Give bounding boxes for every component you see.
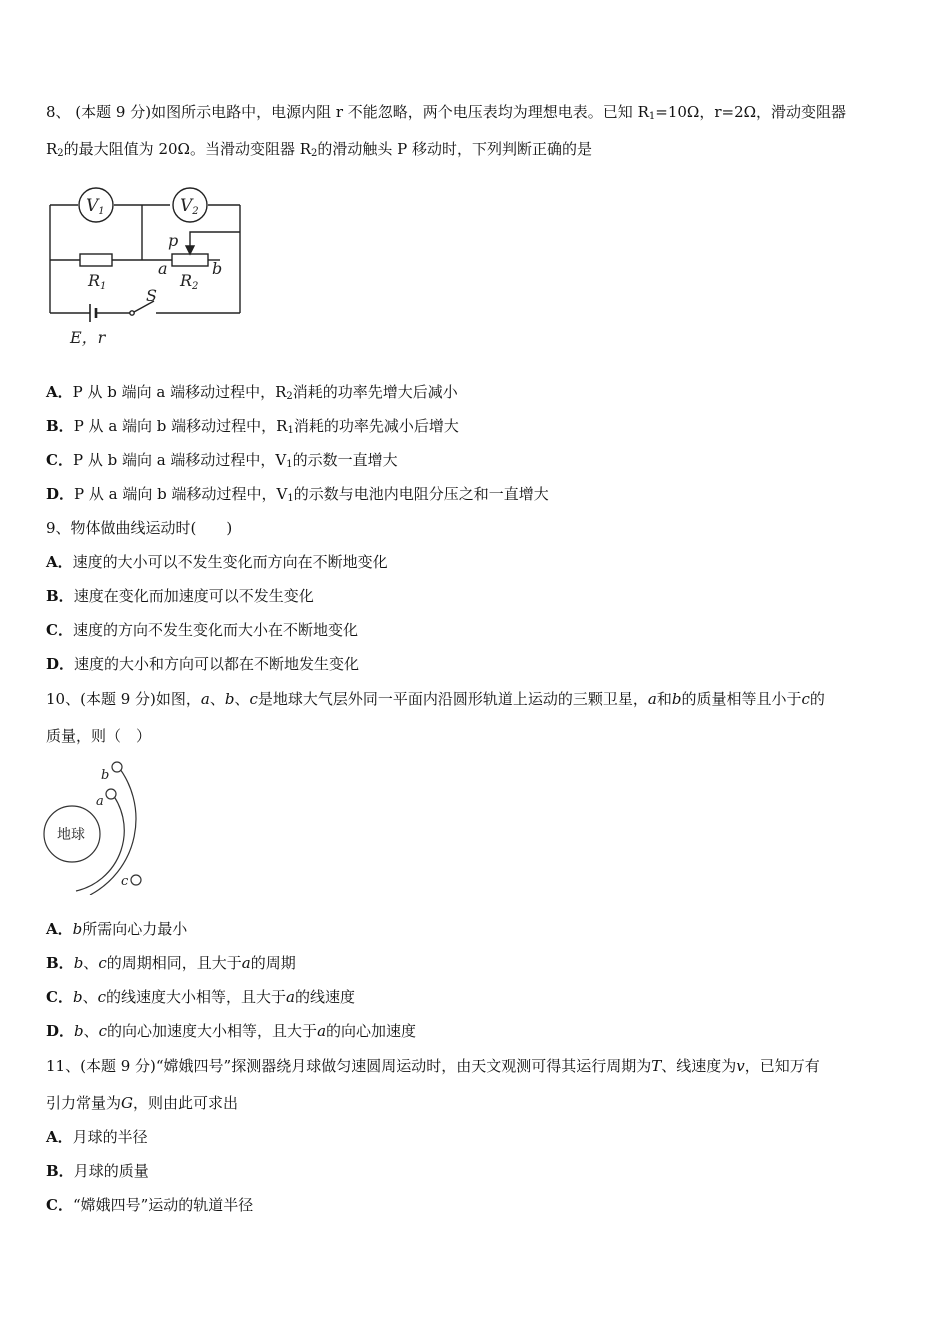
slider-arrow <box>186 246 194 254</box>
option-text: 速度在变化而加速度可以不发生变化 <box>73 587 314 605</box>
p-label: p <box>168 231 179 250</box>
q9-option-d[interactable] <box>46 654 359 674</box>
option-text: 月球的半径 <box>72 1128 148 1146</box>
option-text <box>74 954 296 972</box>
option-label: D． <box>46 655 75 673</box>
var-a: a <box>200 690 210 708</box>
option-text <box>73 920 188 938</box>
c-label: c <box>121 874 129 889</box>
q11-stem-line2 <box>46 1093 238 1113</box>
orbit-diagram <box>40 755 170 895</box>
option-text: 速度的大小和方向可以都在不断地发生变化 <box>74 655 360 673</box>
q8-option-a[interactable] <box>46 382 458 407</box>
option-label: C． <box>46 988 73 1006</box>
q11-option-a[interactable] <box>46 1127 148 1147</box>
r2-label: R2 <box>180 271 199 292</box>
q10-stem-line2: 质量，则（ ） <box>46 727 152 745</box>
option-text-part: 的线速度 <box>294 988 355 1006</box>
v1-label: V1 <box>86 196 105 217</box>
q10-text: 、 <box>209 690 225 708</box>
option-text-part: 的向心加速度 <box>326 1022 417 1040</box>
q10-text: 的 <box>809 690 825 708</box>
subscript: 1 <box>286 459 293 470</box>
option-text: P 从 b 端向 a 端移动过程中，V <box>72 451 287 469</box>
b-label: b <box>101 768 110 783</box>
option-variable: a <box>317 1022 327 1040</box>
option-label: C． <box>46 1196 73 1214</box>
q8-text: 的最大阻值为 20Ω。当滑动变阻器 R <box>63 140 312 158</box>
option-text-part: 的向心加速度大小相等，且大于 <box>107 1022 318 1040</box>
q8-option-c[interactable] <box>46 450 398 475</box>
option-text: P 从 b 端向 a 端移动过程中，R <box>72 383 287 401</box>
option-label: D． <box>46 1022 75 1040</box>
q11-text: 11、(本题 9 分)“嫦娥四号”探测器绕月球做匀速圆周运动时，由天文观测可得其运行周期为 <box>46 1057 652 1075</box>
q10-stem-line1 <box>46 689 825 709</box>
var-t: T <box>651 1057 662 1075</box>
q10-text: 是地球大气层外同一平面内沿圆形轨道上运动的三颗卫星， <box>257 690 648 708</box>
outer-orbit <box>90 765 136 895</box>
q11-stem-line1 <box>46 1056 820 1076</box>
option-variable: b <box>73 954 84 972</box>
var-c: c <box>801 690 810 708</box>
option-variable: b <box>72 920 83 938</box>
option-label: B． <box>46 587 74 605</box>
q8-option-b[interactable] <box>46 416 459 441</box>
option-label: B． <box>46 1162 74 1180</box>
subscript: 1 <box>287 425 294 436</box>
option-label: C． <box>46 621 73 639</box>
option-variable: a <box>286 988 295 1006</box>
q10-option-c[interactable] <box>46 987 355 1007</box>
option-label: B． <box>46 954 74 972</box>
circuit-diagram <box>40 180 260 352</box>
option-label: A． <box>46 383 73 401</box>
option-label: A． <box>46 1128 73 1146</box>
option-text: 的示数与电池内电阻分压之和一直增大 <box>293 485 549 503</box>
er-label: E，r <box>70 328 106 347</box>
q11-option-c[interactable] <box>46 1195 253 1215</box>
option-text: 月球的质量 <box>73 1162 149 1180</box>
option-variable: c <box>97 988 106 1006</box>
q8-stem-line1 <box>46 102 846 127</box>
satellite-c <box>131 875 141 885</box>
q9-option-a[interactable] <box>46 552 388 572</box>
option-text: P 从 a 端向 b 端移动过程中，R <box>73 417 288 435</box>
option-variable: b <box>72 988 83 1006</box>
option-text-part: 、 <box>82 988 98 1006</box>
option-text: P 从 a 端向 b 端移动过程中，V <box>74 485 288 503</box>
subscript: 2 <box>286 391 293 402</box>
option-label: C． <box>46 451 73 469</box>
b-label: b <box>212 259 223 278</box>
var-v: v <box>736 1057 745 1075</box>
option-label: B． <box>46 417 74 435</box>
r1-label: R1 <box>88 271 107 292</box>
q8-text: 的滑动触头 P 移动时，下列判断正确的是 <box>317 140 593 158</box>
subscript: 1 <box>648 111 656 122</box>
option-variable: a <box>241 954 251 972</box>
q10-option-a[interactable] <box>46 919 187 939</box>
resistor-r1 <box>80 254 112 266</box>
resistor-r2 <box>172 254 208 266</box>
option-text-part: 的周期相同，且大于 <box>106 954 242 972</box>
option-label: D． <box>46 485 75 503</box>
option-text-part: 的周期 <box>250 954 296 972</box>
option-text: 消耗的功率先减小后增大 <box>293 417 459 435</box>
q11-text: 、线速度为 <box>661 1057 737 1075</box>
q8-text: 8、 (本题 9 分)如图所示电路中，电源内阻 r 不能忽略，两个电压表均为理想电表。已知 R <box>46 103 649 121</box>
option-text <box>74 1022 416 1040</box>
q9-option-b[interactable] <box>46 586 314 606</box>
subscript: 2 <box>57 148 64 159</box>
q10-text: 10、(本题 9 分)如图， <box>46 690 201 708</box>
q10-text: 和 <box>656 690 672 708</box>
option-label: A． <box>46 920 73 938</box>
q11-text: 引力常量为 <box>46 1094 122 1112</box>
q9-stem: 9、物体做曲线运动时( ) <box>46 519 233 537</box>
option-text: 消耗的功率先增大后减小 <box>292 383 458 401</box>
option-label: A． <box>46 553 73 571</box>
option-variable: c <box>98 1022 108 1040</box>
var-g: G <box>121 1094 133 1112</box>
option-variable: c <box>98 954 107 972</box>
satellite-b <box>112 762 122 772</box>
q10-text: 的质量相等且小于 <box>681 690 802 708</box>
satellite-a <box>106 789 116 799</box>
var-c: c <box>249 690 258 708</box>
subscript: 2 <box>311 148 318 159</box>
q11-option-b[interactable] <box>46 1161 149 1181</box>
option-text: “嫦娥四号”运动的轨道半径 <box>72 1196 254 1214</box>
q8-stem-line2 <box>46 139 592 164</box>
q10-option-b[interactable] <box>46 953 296 973</box>
var-b: b <box>671 690 682 708</box>
q8-text: =10Ω，r=2Ω，滑动变阻器 <box>655 103 847 121</box>
option-text: 的示数一直增大 <box>292 451 398 469</box>
v2-label: V2 <box>180 196 199 217</box>
option-text-part: 、 <box>83 954 99 972</box>
q10-text: 、 <box>234 690 250 708</box>
option-text-part: 的线速度大小相等，且大于 <box>105 988 286 1006</box>
a-label: a <box>96 794 104 809</box>
q8-text: R <box>46 140 58 158</box>
q9-option-c[interactable] <box>46 620 358 640</box>
option-text-part: 、 <box>83 1022 99 1040</box>
option-variable: b <box>74 1022 84 1040</box>
option-text: 速度的方向不发生变化而大小在不断地变化 <box>72 621 358 639</box>
option-text <box>73 988 355 1006</box>
subscript: 1 <box>287 493 294 504</box>
a-label: a <box>158 259 168 278</box>
s-label: S <box>146 286 157 305</box>
q11-text: ，则由此可求出 <box>133 1094 239 1112</box>
option-text-part: 所需向心力最小 <box>82 920 188 938</box>
option-text: 速度的大小可以不发生变化而方向在不断地变化 <box>72 553 388 571</box>
earth-label: 地球 <box>57 827 85 843</box>
var-b: b <box>224 690 235 708</box>
q8-option-d[interactable] <box>46 484 549 509</box>
q11-text: ，已知万有 <box>744 1057 820 1075</box>
q10-option-d[interactable] <box>46 1021 416 1041</box>
var-a: a <box>647 690 657 708</box>
